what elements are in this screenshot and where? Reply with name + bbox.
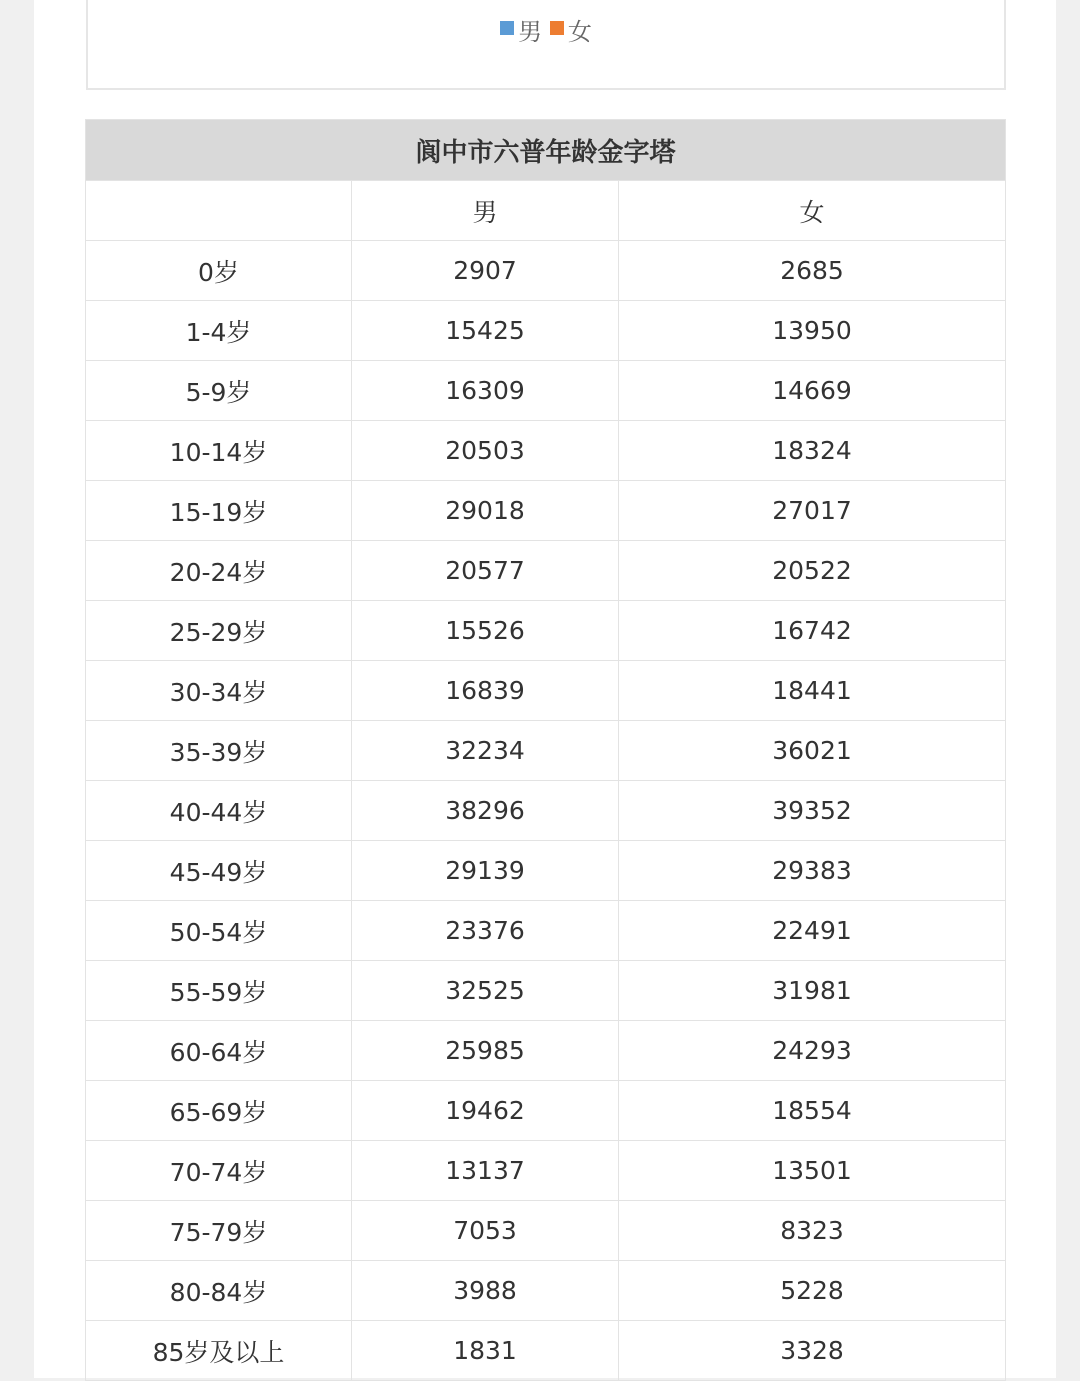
male-count-cell: 1831 [352,1321,619,1381]
table-row [86,421,1006,481]
male-count-cell: 19462 [352,1081,619,1141]
table-row [86,241,1006,301]
male-count-cell: 15526 [352,601,619,661]
male-count-cell: 25985 [352,1021,619,1081]
table-header-row [86,181,1006,241]
age-cell: 65-69岁 [86,1081,352,1141]
age-cell: 5-9岁 [86,361,352,421]
table-row [86,481,1006,541]
male-count-cell: 13137 [352,1141,619,1201]
female-count-cell: 18554 [619,1081,1006,1141]
female-count-cell: 27017 [619,481,1006,541]
table-row [86,301,1006,361]
male-swatch-icon [500,21,514,35]
table-row [86,661,1006,721]
age-cell: 85岁及以上 [86,1321,352,1381]
age-cell: 35-39岁 [86,721,352,781]
female-count-cell: 14669 [619,361,1006,421]
female-count-cell: 3328 [619,1321,1006,1381]
male-count-cell: 15425 [352,301,619,361]
female-count-cell: 8323 [619,1201,1006,1261]
age-cell: 15-19岁 [86,481,352,541]
male-count-cell: 23376 [352,901,619,961]
table-row [86,361,1006,421]
female-count-cell: 39352 [619,781,1006,841]
female-count-cell: 2685 [619,241,1006,301]
male-count-cell: 32234 [352,721,619,781]
female-count-cell: 16742 [619,601,1006,661]
male-count-cell: 38296 [352,781,619,841]
table-row [86,1081,1006,1141]
legend-label-female: 女 [567,18,592,46]
age-cell: 10-14岁 [86,421,352,481]
age-cell: 1-4岁 [86,301,352,361]
age-cell: 60-64岁 [86,1021,352,1081]
chart-legend [88,12,1004,47]
table-row [86,1021,1006,1081]
legend-label-male: 男 [518,18,543,46]
table-row [86,1321,1006,1381]
female-count-cell: 36021 [619,721,1006,781]
male-count-cell: 32525 [352,961,619,1021]
male-count-cell: 7053 [352,1201,619,1261]
table-row [86,961,1006,1021]
age-cell: 40-44岁 [86,781,352,841]
table-row [86,541,1006,601]
table-body [86,181,1006,1381]
chart-legend-panel [86,0,1006,90]
female-count-cell: 24293 [619,1021,1006,1081]
male-count-cell: 3988 [352,1261,619,1321]
age-cell: 70-74岁 [86,1141,352,1201]
female-count-cell: 29383 [619,841,1006,901]
male-count-cell: 29139 [352,841,619,901]
male-count-cell: 20577 [352,541,619,601]
age-cell: 0岁 [86,241,352,301]
age-cell: 55-59岁 [86,961,352,1021]
legend-item-male[interactable] [500,12,542,47]
female-count-cell: 13501 [619,1141,1006,1201]
table-row [86,841,1006,901]
legend-item-female[interactable] [550,12,592,47]
header-male: 男 [352,181,619,241]
age-cell: 20-24岁 [86,541,352,601]
male-count-cell: 20503 [352,421,619,481]
female-count-cell: 18441 [619,661,1006,721]
table-title: 阆中市六普年龄金字塔 [86,120,1006,181]
age-cell: 25-29岁 [86,601,352,661]
header-female: 女 [619,181,1006,241]
female-count-cell: 18324 [619,421,1006,481]
female-count-cell: 22491 [619,901,1006,961]
male-count-cell: 16309 [352,361,619,421]
age-pyramid-table [85,119,1006,1381]
table-row [86,781,1006,841]
age-cell: 45-49岁 [86,841,352,901]
table-row [86,1261,1006,1321]
table-row [86,901,1006,961]
article-page [34,0,1056,1378]
table-row [86,721,1006,781]
male-count-cell: 2907 [352,241,619,301]
table-row [86,601,1006,661]
female-count-cell: 5228 [619,1261,1006,1321]
table-row [86,1201,1006,1261]
female-count-cell: 13950 [619,301,1006,361]
table-row [86,1141,1006,1201]
age-cell: 50-54岁 [86,901,352,961]
male-count-cell: 16839 [352,661,619,721]
female-count-cell: 20522 [619,541,1006,601]
female-count-cell: 31981 [619,961,1006,1021]
age-cell: 75-79岁 [86,1201,352,1261]
age-cell: 30-34岁 [86,661,352,721]
age-cell: 80-84岁 [86,1261,352,1321]
female-swatch-icon [550,21,564,35]
table-title-row [86,120,1006,181]
male-count-cell: 29018 [352,481,619,541]
header-age [86,181,352,241]
